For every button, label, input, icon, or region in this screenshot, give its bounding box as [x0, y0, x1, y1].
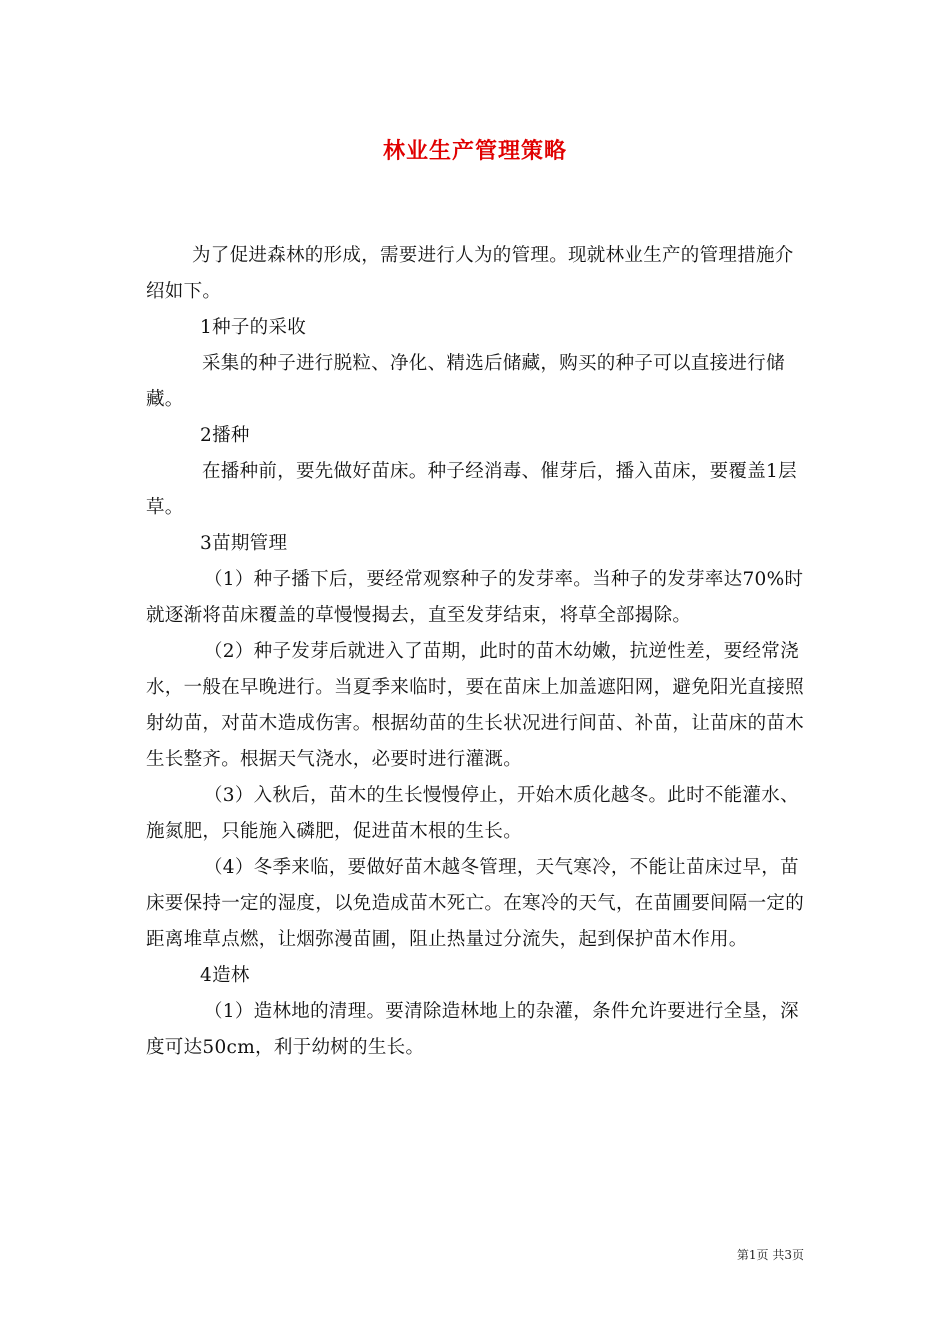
section-heading-sowing: 2播种 [200, 425, 250, 446]
sowing-paragraph: 在播种前，要先做好苗床。种子经消毒、催芽后，播入苗床，要覆盖1层草。 [146, 461, 797, 518]
seedling-item-1: （1）种子播下后，要经常观察种子的发芽率。当种子的发芽率达70%时就逐渐将苗床覆盖的草慢慢揭去，直至发芽结束，将草全部揭除。 [146, 569, 804, 626]
seed-collection-paragraph: 采集的种子进行脱粒、净化、精选后储藏，购买的种子可以直接进行储藏。 [146, 353, 785, 410]
seedling-item-4: （4）冬季来临，要做好苗木越冬管理，天气寒冷，不能让苗床过早，苗床要保持一定的湿度，以免造成苗木死亡。在寒冷的天气，在苗圃要间隔一定的距离堆草点燃，让烟弥漫苗圃，阻止热量过分流失，起到保护苗木作用。 [146, 857, 805, 950]
seedling-item-3: （3）入秋后，苗木的生长慢慢停止，开始木质化越冬。此时不能灌水、施氮肥，只能施入磷肥，促进苗木根的生长。 [146, 785, 799, 842]
document-body [146, 238, 811, 1066]
seedling-item-2: （2）种子发芽后就进入了苗期，此时的苗木幼嫩，抗逆性差，要经常浇水，一般在早晚进行。当夏季来临时，要在苗床上加盖遮阳网，避免阳光直接照射幼苗，对苗木造成伤害。根据幼苗的生长状况进行间苗、补苗，让苗床的苗木生长整齐。根据天气浇水，必要时进行灌溉。 [146, 641, 805, 770]
section-heading-seedling-management: 3苗期管理 [200, 533, 288, 554]
section-heading-afforestation: 4造林 [200, 965, 250, 986]
section-heading-seed-collection: 1种子的采收 [200, 317, 307, 338]
afforestation-item-1: （1）造林地的清理。要清除造林地上的杂灌，条件允许要进行全垦，深度可达50cm，利于幼树的生长。 [146, 1001, 799, 1058]
document-title: 林业生产管理策略 [382, 138, 567, 164]
page-number: 第1页 共3页 [736, 1248, 804, 1262]
intro-paragraph: 为了促进森林的形成，需要进行人为的管理。现就林业生产的管理措施介绍如下。 [146, 245, 794, 302]
